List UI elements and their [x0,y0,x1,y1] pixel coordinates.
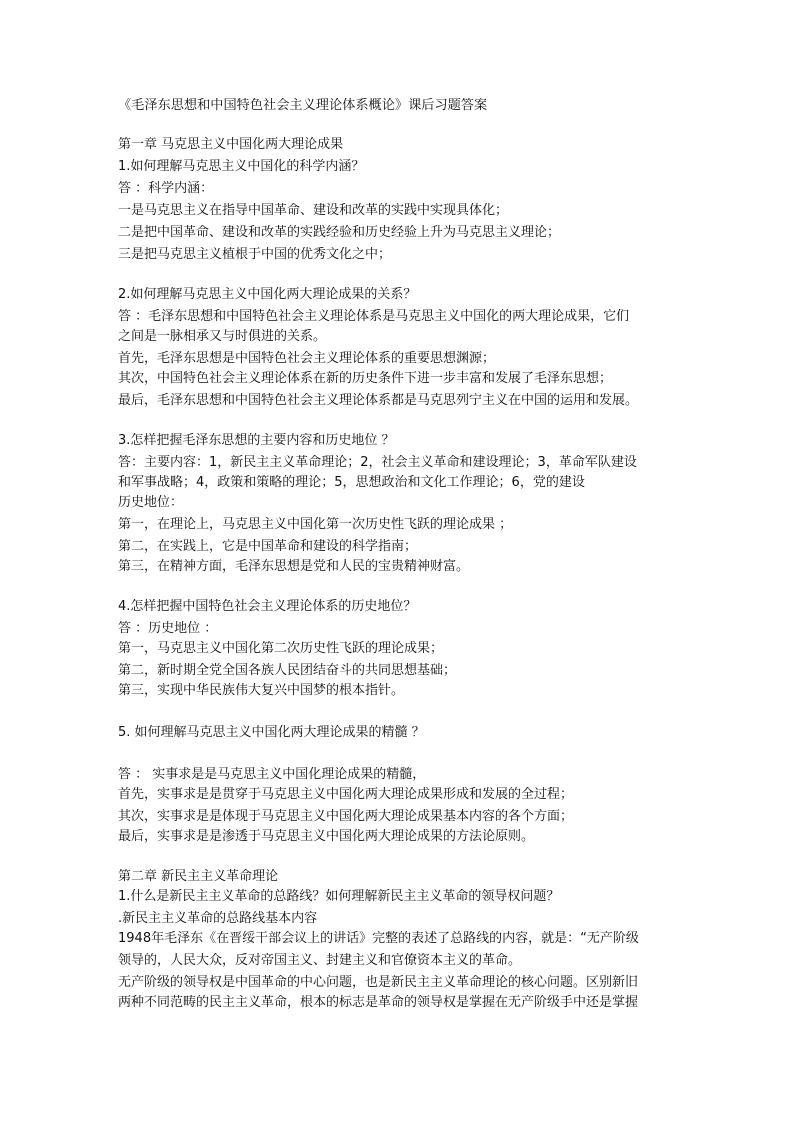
answer-line: 答 ： 实事求是是马克思主义中国化理论成果的精髓， [118,767,426,782]
answer-line: 历史地位： [118,495,184,510]
answer-line: 三是把马克思主义植根于中国的优秀文化之中； [118,247,392,262]
answer-line: 一是马克思主义在指导中国革命、建设和改革的实践中实现具体化； [118,203,509,218]
question-1-5: 5. 如何理解马克思主义中国化两大理论成果的精髓 ？ [118,725,425,740]
answer-line: 二是把中国革命、建设和改革的实践经验和历史经验上升为马克思主义理论； [118,225,561,240]
answer-line: 领导的，人民大众，反对帝国主义、封建主义和官僚资本主义的革命。 [118,953,522,968]
answer-line: 两种不同范畴的民主主义革命，根本的标志是革命的领导权是掌握在无产阶级手中还是掌握 [118,995,639,1010]
answer-line: 第一，在理论上，马克思主义中国化第一次历史性飞跃的理论成果 ； [118,517,513,532]
answer-line: 1948年毛泽东《在晋绥干部会议上的讲话》完整的表述了总路线的内容，就是：“无产阶级 [118,931,639,946]
answer-line: 第三，在精神方面，毛泽东思想是党和人民的宝贵精神财富。 [118,559,470,574]
answer-line: 第二，在实践上，它是中国革命和建设的科学指南； [118,539,418,554]
answer-line: 无产阶级的领导权是中国革命的中心问题，也是新民主主义革命理论的核心问题。区别新旧 [118,975,639,990]
answer-line: 和军事战略；4，政策和策略的理论；5，思想政治和文化工作理论；6，党的建设 [118,475,585,490]
answer-line: 第三，实现中华民族伟大复兴中国梦的根本指针。 [118,683,405,698]
chapter-2-heading: 第二章 新民主主义革命理论 [118,869,279,884]
answer-line: 最后，实事求是是渗透于马克思主义中国化两大理论成果的方法论原则。 [118,829,535,844]
answer-line: 第二，新时期全党全国各族人民团结奋斗的共同思想基础； [118,663,457,678]
question-1-3: 3.怎样把握毛泽东思想的主要内容和历史地位 ？ [118,433,395,448]
question-2-1: 1.什么是新民主主义革命的总路线？如何理解新民主主义革命的领导权问题？ [118,889,560,904]
answer-line: 其次，实事求是是体现于马克思主义中国化两大理论成果基本内容的各个方面； [118,809,574,824]
answer-line: 之间是一脉相承又与时俱进的关系。 [118,329,327,344]
answer-line: 答 ：科学内涵： [118,181,214,196]
answer-line: 其次，中国特色社会主义理论体系在新的历史条件下进一步丰富和发展了毛泽东思想； [118,371,613,386]
chapter-1-heading: 第一章 马克思主义中国化两大理论成果 [118,137,344,152]
answer-line: 答 ：历史地位 ： [118,621,218,636]
answer-line: 答 ：毛泽东思想和中国特色社会主义理论体系是马克思主义中国化的两大理论成果，它们 [118,309,630,324]
answer-line: 首先，毛泽东思想是中国特色社会主义理论体系的重要思想渊源； [118,351,496,366]
answer-line: 首先，实事求是是贯穿于马克思主义中国化两大理论成果形成和发展的全过程； [118,787,574,802]
question-1-4: 4.怎样把握中国特色社会主义理论体系的历史地位？ [118,599,417,614]
answer-line: 答：主要内容：1，新民主主义革命理论；2，社会主义革命和建设理论；3，革命军队建设 [118,455,637,470]
answer-line: 最后，毛泽东思想和中国特色社会主义理论体系都是马克思列宁主义在中国的运用和发展。 [118,393,639,408]
question-1-2: 2.如何理解马克思主义中国化两大理论成果的关系？ [118,287,417,302]
document-title: 《毛泽东思想和中国特色社会主义理论体系概论》课后习题答案 [118,98,488,113]
question-1-1: 1.如何理解马克思主义中国化的科学内涵？ [118,159,365,174]
answer-line: .新民主主义革命的总路线基本内容 [118,911,318,926]
answer-line: 第一，马克思主义中国化第二次历史性飞跃的理论成果； [118,641,444,656]
